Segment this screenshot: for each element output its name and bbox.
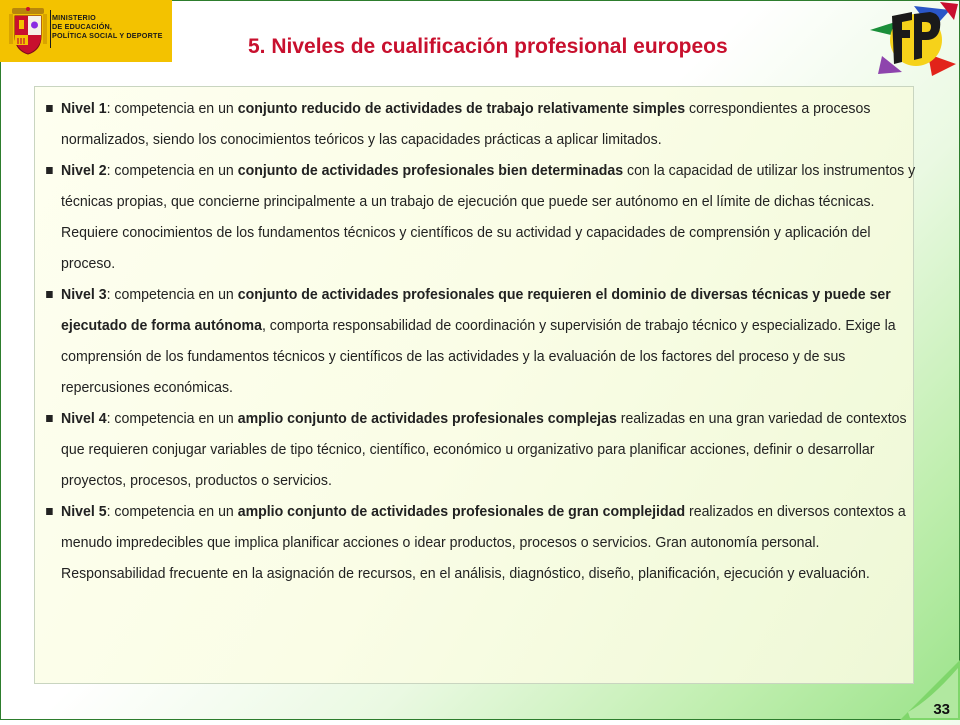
level-intro: : competencia en un bbox=[106, 503, 238, 520]
ministry-line-3: POLÍTICA SOCIAL Y DEPORTE bbox=[52, 31, 163, 40]
square-bullet-icon bbox=[46, 105, 53, 112]
square-bullet-icon bbox=[46, 508, 53, 515]
level-description: realizadas en una gran variedad de contextos que requieren conjugar variables de tipo técnico, científico, económico u organizativo para planificar acciones, definir o desarrollar proyectos, procesos, productos o servicios. bbox=[61, 410, 907, 489]
list-item-level-2 bbox=[35, 155, 928, 279]
page-curl bbox=[900, 660, 960, 720]
ministry-line-1: MINISTERIO bbox=[52, 13, 96, 22]
level-intro: : competencia en un bbox=[106, 286, 238, 303]
level-description: realizados en diversos contextos a menudo impredecibles que implica planificar acciones o idear productos, procesos o servicios. Gran autonomía personal. Responsabilidad frecuente en la asignación de recursos, en el análisis, diagnóstico, diseño, planificación, ejecución y evaluación. bbox=[61, 503, 906, 582]
ministry-divider bbox=[50, 10, 51, 48]
level-label: Nivel 4 bbox=[61, 410, 107, 427]
list-item-level-3 bbox=[35, 279, 928, 403]
ministry-header bbox=[0, 0, 172, 62]
coat-of-arms-icon bbox=[8, 6, 48, 56]
level-intro: : competencia en un bbox=[106, 410, 238, 427]
list-item-level-1 bbox=[35, 93, 928, 155]
level-highlight: conjunto reducido de actividades de trabajo relativamente simples bbox=[237, 100, 686, 117]
ministry-name bbox=[52, 13, 170, 40]
level-intro: : competencia en un bbox=[106, 100, 238, 117]
level-highlight: conjunto de actividades profesionales bien determinadas bbox=[237, 162, 624, 179]
level-label: Nivel 3 bbox=[61, 286, 107, 303]
level-description: correspondientes a procesos normalizados, siendo los conocimientos teóricos y las capacidades prácticas a aplicar limitados. bbox=[61, 100, 871, 148]
level-description: , comporta responsabilidad de coordinación y supervisión de trabajo técnico y especializado. Exige la comprensión de los fundamentos técnicos y científicos de las actividades y la evaluación de los factores del proceso y de sus repercusiones económicas. bbox=[61, 317, 896, 396]
square-bullet-icon bbox=[46, 415, 53, 422]
level-label: Nivel 5 bbox=[61, 503, 107, 520]
square-bullet-icon bbox=[46, 291, 53, 298]
page-number: 33 bbox=[933, 701, 950, 718]
page-curl-icon bbox=[900, 660, 960, 720]
level-intro: : competencia en un bbox=[106, 162, 238, 179]
level-description: con la capacidad de utilizar los instrumentos y técnicas propias, que concierne principalmente a un trabajo de ejecución que puede ser autónomo en el límite de dichas técnicas. Requiere conocimientos de los fundamentos técnicos y científicos de su actividad y capacidades de comprensión y aplicación del proceso. bbox=[61, 162, 916, 272]
page-title: 5. Niveles de cualificación profesional europeos bbox=[248, 35, 728, 58]
list-item-level-4 bbox=[35, 403, 928, 496]
levels-panel bbox=[34, 86, 914, 684]
square-bullet-icon bbox=[46, 167, 53, 174]
level-highlight: conjunto de actividades profesionales que requieren el dominio de diversas técnicas y puede ser ejecutado de forma autónoma bbox=[61, 286, 891, 334]
levels-list bbox=[35, 93, 915, 589]
level-highlight: amplio conjunto de actividades profesionales de gran complejidad bbox=[237, 503, 686, 520]
list-item-level-5 bbox=[35, 496, 928, 589]
level-label: Nivel 1 bbox=[61, 100, 107, 117]
level-label: Nivel 2 bbox=[61, 162, 107, 179]
level-highlight: amplio conjunto de actividades profesionales complejas bbox=[237, 410, 617, 427]
fp-logo-icon bbox=[868, 0, 960, 84]
ministry-line-2: DE EDUCACIÓN, bbox=[52, 22, 113, 31]
